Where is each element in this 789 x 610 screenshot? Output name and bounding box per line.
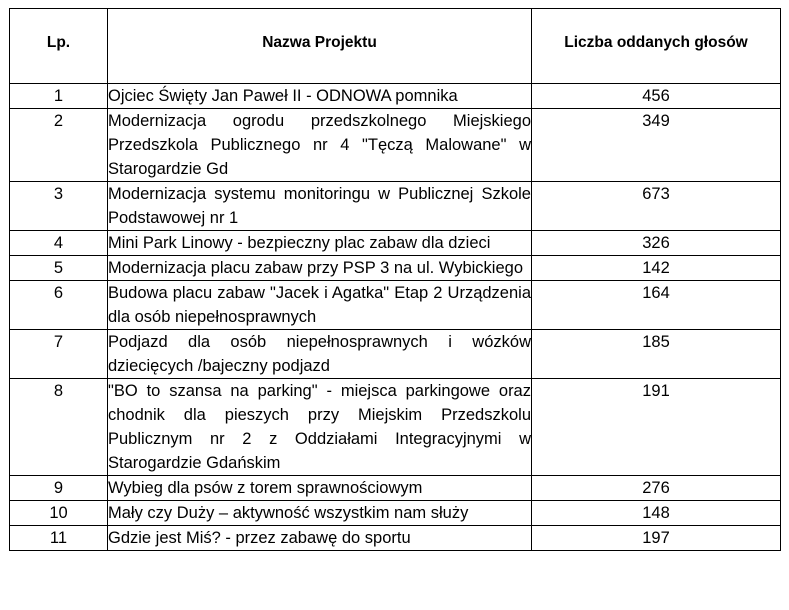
project-name: Modernizacja ogrodu przedszkolnego Miejskiego Przedszkola Publicznego nr 4 "Tęczą Malowane" w Starogardzie Gd — [108, 109, 532, 182]
row-number: 8 — [10, 379, 108, 476]
project-name: Ojciec Święty Jan Paweł II - ODNOWA pomnika — [108, 84, 532, 109]
project-name: Mały czy Duży – aktywność wszystkim nam służy — [108, 501, 532, 526]
vote-count: 148 — [532, 501, 781, 526]
row-number: 3 — [10, 182, 108, 231]
vote-count: 164 — [532, 281, 781, 330]
vote-count: 349 — [532, 109, 781, 182]
table-row — [10, 526, 781, 551]
votes-table — [9, 8, 781, 551]
header-votes: Liczba oddanych głosów — [532, 9, 781, 84]
project-name: Modernizacja placu zabaw przy PSP 3 na ul. Wybickiego — [108, 256, 532, 281]
row-number: 10 — [10, 501, 108, 526]
project-name: Budowa placu zabaw "Jacek i Agatka" Etap 2 Urządzenia dla osób niepełnosprawnych — [108, 281, 532, 330]
table-row — [10, 182, 781, 231]
table-header-row — [10, 9, 781, 84]
row-number: 9 — [10, 476, 108, 501]
row-number: 4 — [10, 231, 108, 256]
vote-count: 191 — [532, 379, 781, 476]
header-project-name: Nazwa Projektu — [108, 9, 532, 84]
row-number: 2 — [10, 109, 108, 182]
row-number: 7 — [10, 330, 108, 379]
vote-count: 142 — [532, 256, 781, 281]
table-row — [10, 330, 781, 379]
table-row — [10, 256, 781, 281]
table-row — [10, 476, 781, 501]
project-name: Gdzie jest Miś? - przez zabawę do sportu — [108, 526, 532, 551]
vote-count: 326 — [532, 231, 781, 256]
row-number: 5 — [10, 256, 108, 281]
project-name: Podjazd dla osób niepełnosprawnych i wózków dziecięcych /bajeczny podjazd — [108, 330, 532, 379]
vote-count: 197 — [532, 526, 781, 551]
vote-count: 673 — [532, 182, 781, 231]
project-name: Modernizacja systemu monitoringu w Publicznej Szkole Podstawowej nr 1 — [108, 182, 532, 231]
table-row — [10, 281, 781, 330]
header-lp: Lp. — [10, 9, 108, 84]
row-number: 6 — [10, 281, 108, 330]
row-number: 11 — [10, 526, 108, 551]
project-name: Mini Park Linowy - bezpieczny plac zabaw dla dzieci — [108, 231, 532, 256]
table-body — [10, 84, 781, 551]
votes-table-wrapper — [9, 8, 781, 551]
table-row — [10, 109, 781, 182]
table-row — [10, 84, 781, 109]
project-name: Wybieg dla psów z torem sprawnościowym — [108, 476, 532, 501]
table-row — [10, 231, 781, 256]
row-number: 1 — [10, 84, 108, 109]
vote-count: 456 — [532, 84, 781, 109]
table-row — [10, 501, 781, 526]
vote-count: 276 — [532, 476, 781, 501]
table-row — [10, 379, 781, 476]
project-name: "BO to szansa na parking" - miejsca parkingowe oraz chodnik dla pieszych przy Miejskim Przedszkolu Publicznym nr 2 z Oddziałami Integracyjnymi w Starogardzie Gdańskim — [108, 379, 532, 476]
vote-count: 185 — [532, 330, 781, 379]
